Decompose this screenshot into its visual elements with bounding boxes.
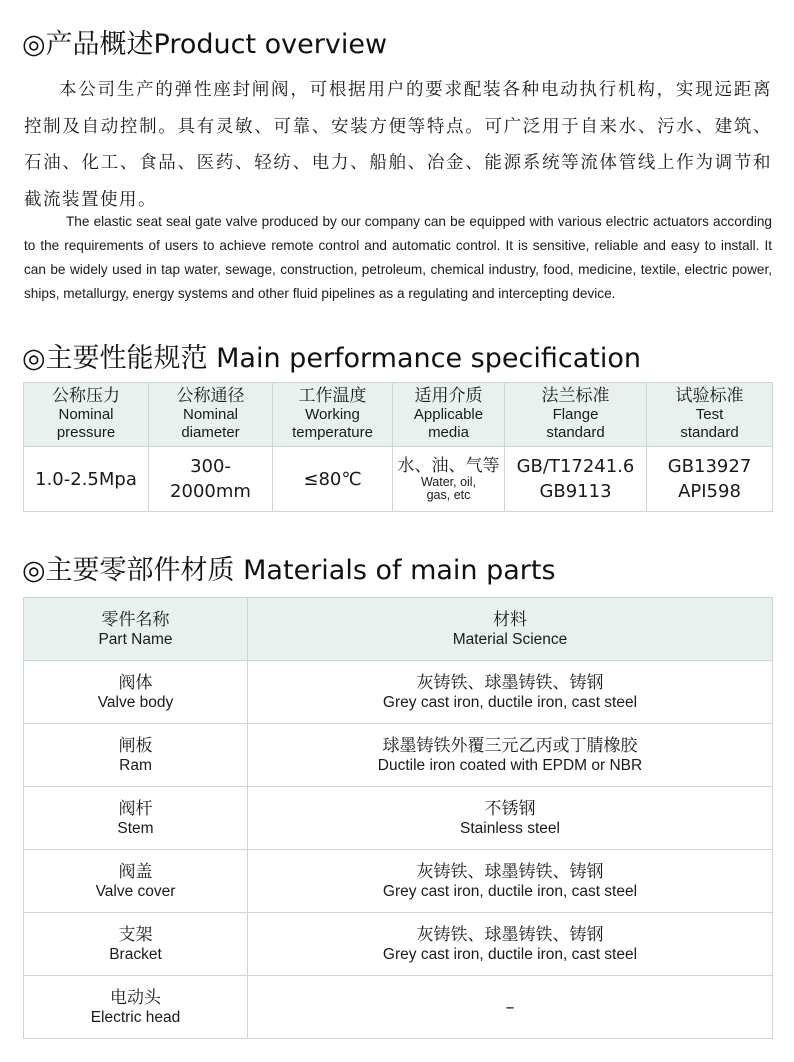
- header-nominal-diameter: [149, 383, 273, 447]
- part-cn: 阀盖: [118, 861, 153, 882]
- part-en: Valve body: [97, 693, 174, 711]
- value-media: [393, 447, 505, 512]
- part-cell: [24, 661, 248, 724]
- overview-title: ◎产品概述Product overview: [22, 29, 388, 60]
- material-cn: 不锈钢: [484, 798, 536, 819]
- header-en: Part Name: [98, 630, 173, 648]
- overview-cn-paragraph: 本公司生产的弹性座封闸阀，可根据用户的要求配装各种电动执行机构，实现远距离控制及自动控制。具有灵敏、可靠、安装方便等特点。可广泛用于自来水、污水、建筑、石油、化工、食品、医药、轻纺、电力、船舶、冶金、能源系统等流体管线上作为调节和截流装置使用。: [24, 80, 772, 210]
- material-en: Stainless steel: [460, 819, 560, 837]
- material-cn: 灰铸铁、球墨铸铁、铸钢: [416, 672, 604, 693]
- part-en: Electric head: [90, 1008, 181, 1026]
- header-cn: 法兰标准: [541, 386, 610, 406]
- header-working-temperature: [273, 383, 393, 447]
- part-en: Bracket: [109, 945, 162, 963]
- material-en: Grey cast iron, ductile iron, cast steel: [382, 693, 638, 711]
- header-en: standard: [546, 424, 605, 441]
- header-test-standard: [647, 383, 773, 447]
- media-en-line2: gas, etc: [426, 488, 471, 502]
- table-row: [24, 976, 773, 1039]
- diameter-value-line1: 300-: [190, 456, 231, 477]
- material-cn: 球墨铸铁外覆三元乙丙或丁腈橡胶: [382, 735, 638, 756]
- material-cell: [248, 976, 773, 1039]
- header-part-name: [24, 598, 248, 661]
- part-cell: [24, 913, 248, 976]
- material-en: Ductile iron coated with EPDM or NBR: [377, 756, 643, 774]
- material-cell: [248, 913, 773, 976]
- flange-value-line1: GB/T17241.6: [516, 456, 635, 477]
- table-row: [24, 913, 773, 976]
- overview-en-paragraph: The elastic seat seal gate valve produced by our company can be equipped with various electric actuators according to the requirements of users to achieve remote control and automatic control. It is sensitive, reliable and easy to install. It can be widely used in tap water, sewage, construction, petroleum, chemical industry, food, medicine, textile, electric power, ships, metallurgy, energy systems and other fluid pipelines as a regulating and intercepting device.: [24, 214, 772, 301]
- header-en: Working: [305, 406, 360, 423]
- value-flange: [505, 447, 647, 512]
- material-cell: [248, 724, 773, 787]
- part-cell: [24, 724, 248, 787]
- header-cn: 材料: [493, 609, 527, 630]
- header-en: Applicable: [413, 406, 484, 423]
- materials-title: ◎主要零部件材质 Materials of main parts: [22, 555, 556, 586]
- part-en: Valve cover: [95, 882, 176, 900]
- header-en: standard: [680, 424, 739, 441]
- header-en: diameter: [181, 424, 240, 441]
- material-cell: [248, 850, 773, 913]
- header-en: Nominal: [58, 406, 114, 423]
- header-nominal-pressure: [24, 383, 149, 447]
- media-en-line1: Water, oil,: [420, 475, 477, 489]
- header-flange-standard: [505, 383, 647, 447]
- part-cn: 闸板: [118, 735, 153, 756]
- material-cell: [248, 787, 773, 850]
- table-row: [24, 850, 773, 913]
- material-cn: 灰铸铁、球墨铸铁、铸钢: [416, 861, 604, 882]
- part-en: Stem: [117, 819, 154, 837]
- header-material: [248, 598, 773, 661]
- materials-header-row: [24, 598, 773, 661]
- header-cn: 公称压力: [52, 386, 120, 406]
- part-cn: 阀体: [118, 672, 153, 693]
- material-en: Grey cast iron, ductile iron, cast steel: [382, 882, 638, 900]
- value-temperature: [273, 447, 393, 512]
- performance-title: ◎主要性能规范 Main performance specification: [22, 343, 641, 374]
- part-cell: [24, 976, 248, 1039]
- materials-table: [23, 597, 773, 1039]
- part-cn: 电动头: [110, 987, 161, 1008]
- material-dash: –: [505, 996, 515, 1018]
- header-en: pressure: [56, 424, 116, 441]
- header-cn: 工作温度: [298, 386, 367, 406]
- header-en: media: [428, 424, 469, 441]
- header-cn: 公称通径: [176, 386, 245, 406]
- temperature-value: ≤80℃: [303, 468, 362, 490]
- value-test: [647, 447, 773, 512]
- value-diameter: [149, 447, 273, 512]
- material-cell: [248, 661, 773, 724]
- header-en: Material Science: [452, 630, 568, 648]
- diameter-value-line2: 2000mm: [170, 481, 251, 502]
- part-cn: 支架: [118, 924, 153, 945]
- performance-value-row: [24, 447, 773, 512]
- performance-header-row: [24, 383, 773, 447]
- table-row: [24, 724, 773, 787]
- table-row: [24, 787, 773, 850]
- media-cn: 水、油、气等: [397, 456, 500, 476]
- pressure-value: 1.0-2.5Mpa: [35, 468, 137, 490]
- performance-table: [23, 382, 773, 512]
- material-en: Grey cast iron, ductile iron, cast steel: [382, 945, 638, 963]
- header-en: temperature: [292, 424, 373, 441]
- header-en: Flange: [552, 406, 599, 423]
- material-cn: 灰铸铁、球墨铸铁、铸钢: [416, 924, 604, 945]
- header-en: Test: [695, 406, 724, 423]
- part-cell: [24, 787, 248, 850]
- header-applicable-media: [393, 383, 505, 447]
- header-cn: 零件名称: [101, 609, 170, 630]
- test-value-line2: API598: [678, 481, 741, 502]
- table-row: [24, 661, 773, 724]
- part-cn: 阀杆: [118, 798, 153, 819]
- flange-value-line2: GB9113: [539, 481, 612, 502]
- test-value-line1: GB13927: [667, 456, 752, 477]
- value-pressure: [24, 447, 149, 512]
- part-cell: [24, 850, 248, 913]
- header-cn: 试验标准: [675, 386, 744, 406]
- part-en: Ram: [119, 756, 152, 774]
- header-cn: 适用介质: [414, 386, 483, 406]
- header-en: Nominal: [182, 406, 239, 423]
